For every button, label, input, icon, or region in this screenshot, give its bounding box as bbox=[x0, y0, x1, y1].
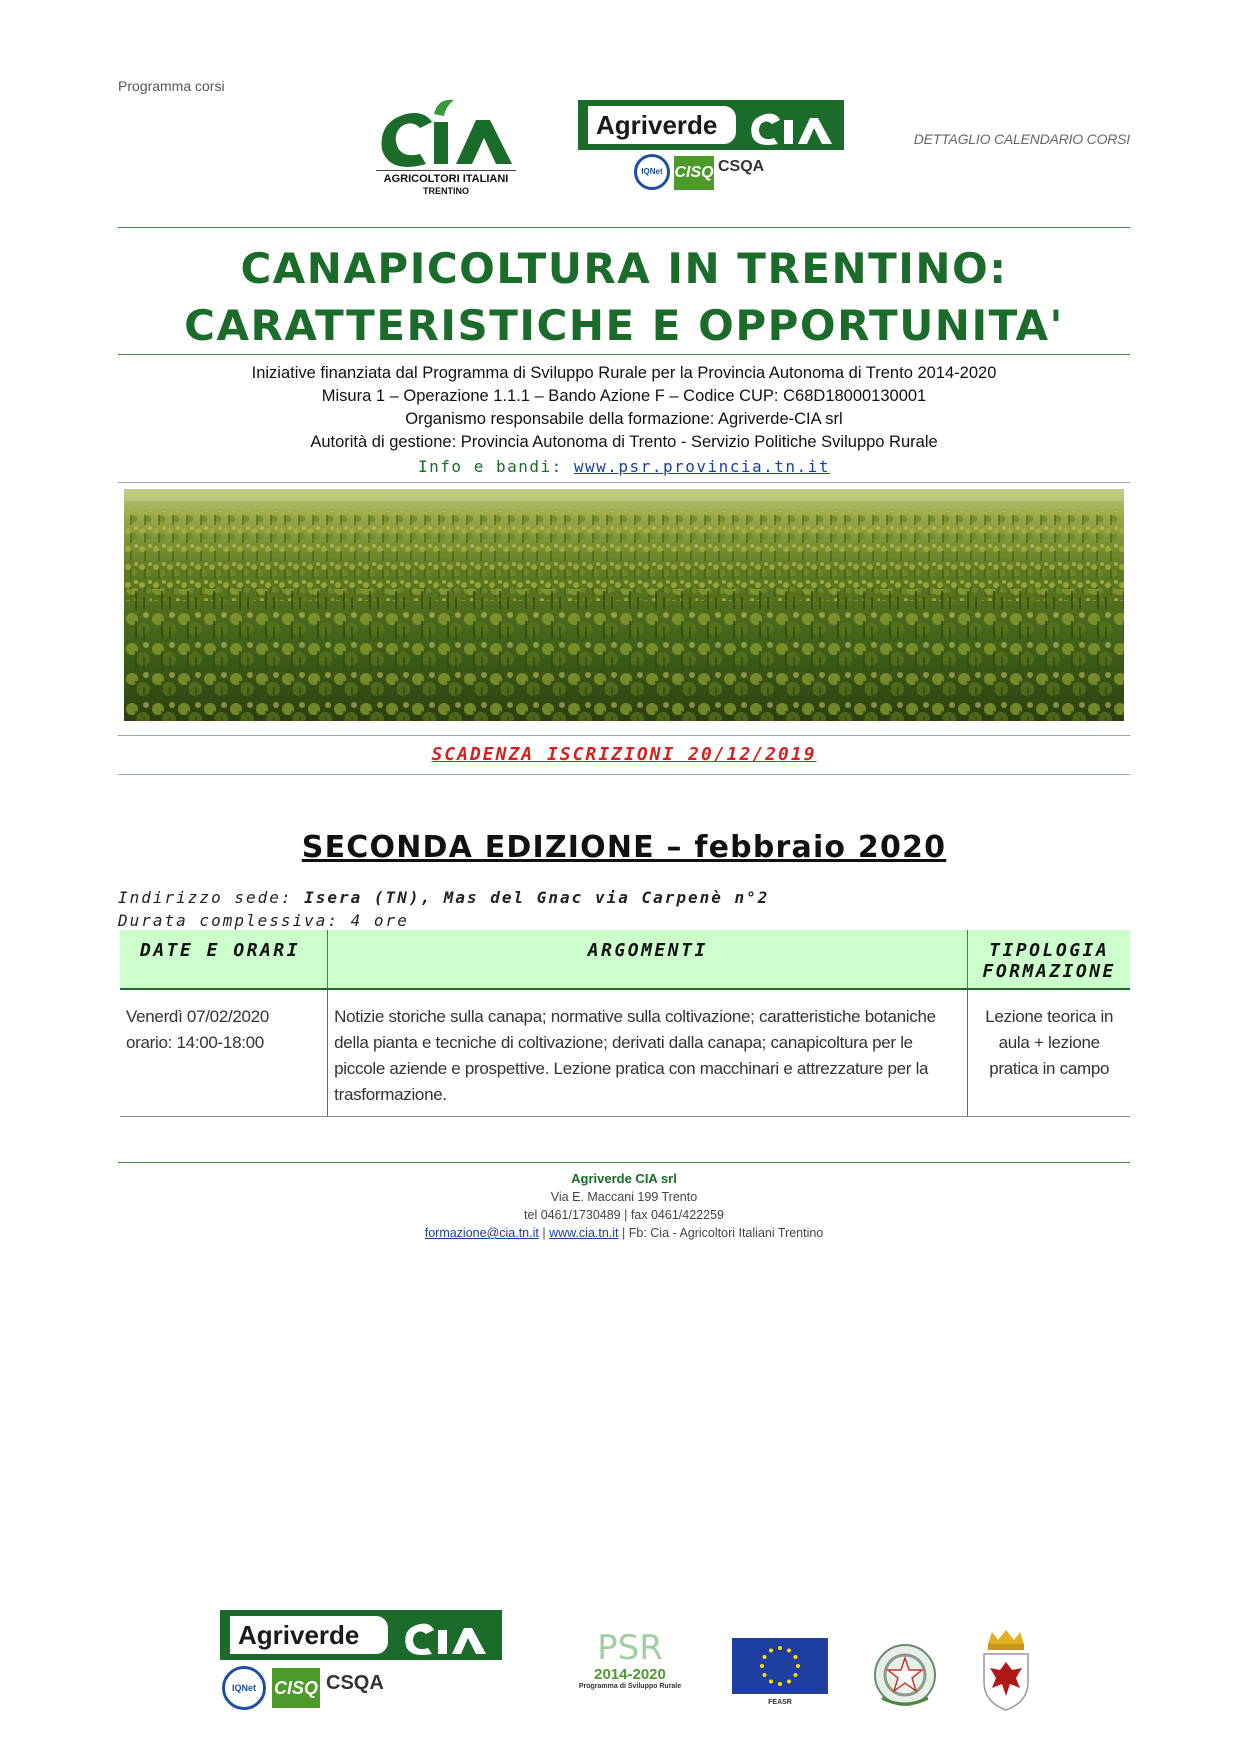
divider bbox=[118, 735, 1130, 736]
footer-website-link[interactable]: www.cia.tn.it bbox=[549, 1226, 619, 1240]
footer-separator: | bbox=[538, 1226, 550, 1240]
trento-eagle-shield-icon bbox=[978, 1626, 1034, 1712]
edition-heading bbox=[118, 830, 1130, 865]
edition-heading-text: SECONDA EDIZIONE – febbraio 2020 bbox=[301, 830, 947, 865]
agriverde-logo bbox=[578, 100, 844, 196]
cia-leaf-icon bbox=[372, 92, 520, 172]
cia-mark-icon bbox=[400, 1616, 492, 1656]
divider bbox=[118, 1162, 1130, 1163]
cia-logo bbox=[372, 92, 520, 200]
agriverde-wordmark-bottom: Agriverde bbox=[230, 1616, 388, 1654]
session-topics: Notizie storiche sulla canapa; normative sulla coltivazione; caratteristiche botaniche della pianta e tecniche di coltivazione; derivati dalla canapa; canapicoltura per le piccole aziende e prospettive. Lezione pratica con macchinari e attrezzature per la trasformazione. bbox=[328, 989, 968, 1117]
measure-info: Misura 1 – Operazione 1.1.1 – Bando Azione F – Codice CUP: C68D18000130001 bbox=[321, 387, 927, 405]
duration-label: Durata complessiva: bbox=[118, 911, 351, 930]
venue-value: Isera (TN), Mas del Gnac via Carpenè n°2 bbox=[304, 888, 770, 907]
header-page-label: DETTAGLIO CALENDARIO CORSI bbox=[913, 131, 1130, 147]
organization-info: Organismo responsabile della formazione: Agriverde-CIA srl bbox=[405, 410, 843, 428]
cia-logo-region: TRENTINO bbox=[423, 186, 469, 196]
cia-logo-subtitle: AGRICOLTORI ITALIANI bbox=[376, 170, 516, 185]
psr-mark: PSR bbox=[597, 1628, 663, 1668]
hemp-field-photo bbox=[124, 489, 1124, 721]
registration-deadline: SCADENZA ISCRIZIONI 20/12/2019 bbox=[431, 744, 817, 765]
divider bbox=[118, 774, 1130, 775]
italian-republic-emblem bbox=[870, 1640, 940, 1710]
cisq-badge: CISQ bbox=[674, 156, 714, 190]
course-schedule-table bbox=[120, 930, 1130, 1117]
eu-flag-logo bbox=[732, 1638, 828, 1710]
psr-years: 2014-2020 bbox=[594, 1666, 666, 1683]
info-links-label: Info e bandi: bbox=[418, 457, 574, 476]
table-row bbox=[120, 989, 1130, 1117]
footer-company-name: Agriverde CIA srl bbox=[571, 1171, 677, 1186]
info-links bbox=[118, 457, 1130, 476]
agriverde-logo-bottom bbox=[220, 1610, 502, 1710]
divider bbox=[118, 482, 1130, 483]
footer-links bbox=[118, 1226, 1130, 1240]
authority-info: Autorità di gestione: Provincia Autonoma di Trento - Servizio Politiche Sviluppo Rurale bbox=[310, 433, 938, 451]
psr-caption: Programma di Sviluppo Rurale bbox=[578, 1683, 682, 1690]
title-line-1: CANAPICOLTURA IN TRENTINO: bbox=[240, 244, 1008, 293]
footer-phone: tel 0461/1730489 | fax 0461/422259 bbox=[524, 1208, 724, 1222]
funding-info: Iniziative finanziata dal Programma di Sviluppo Rurale per la Provincia Autonoma di Trento 2014-2020 bbox=[251, 364, 997, 382]
header-section-label: Programma corsi bbox=[118, 78, 225, 94]
venue-label: Indirizzo sede: bbox=[118, 888, 305, 907]
republic-emblem-icon bbox=[870, 1640, 940, 1710]
eu-caption: FEASR bbox=[768, 1699, 792, 1706]
duration-line bbox=[118, 911, 409, 930]
page-title bbox=[118, 240, 1130, 354]
session-time: orario: 14:00-18:00 bbox=[126, 1033, 264, 1052]
psr-website-link[interactable]: www.psr.provincia.tn.it bbox=[573, 457, 830, 476]
trento-province-emblem bbox=[978, 1626, 1034, 1712]
footer-address: Via E. Maccani 199 Trento bbox=[550, 1190, 698, 1204]
iqnet-badge: IQNet bbox=[222, 1666, 266, 1710]
venue-line bbox=[118, 888, 769, 907]
csqa-badge: CSQA bbox=[718, 158, 765, 175]
csqa-badge: CSQA bbox=[326, 1672, 384, 1694]
psr-logo bbox=[570, 1630, 690, 1710]
duration-value: 4 ore bbox=[350, 911, 409, 930]
divider bbox=[118, 354, 1130, 355]
column-header-topics: ARGOMENTI bbox=[328, 930, 968, 989]
divider bbox=[118, 227, 1130, 228]
iqnet-badge: IQNet bbox=[634, 154, 670, 190]
table-header-row bbox=[120, 930, 1130, 989]
session-type: Lezione teorica in aula + lezione pratica in campo bbox=[968, 989, 1130, 1117]
title-line-2: CARATTERISTICHE E OPPORTUNITA' bbox=[184, 301, 1064, 350]
session-date-cell bbox=[120, 989, 328, 1117]
cisq-badge: CISQ bbox=[272, 1668, 320, 1708]
column-header-type: TIPOLOGIA FORMAZIONE bbox=[968, 930, 1130, 989]
cia-mark-icon bbox=[746, 106, 838, 146]
footer-email-link[interactable]: formazione@cia.tn.it bbox=[424, 1226, 539, 1240]
column-header-dates: DATE E ORARI bbox=[120, 930, 328, 989]
footer-facebook: | Fb: Cia - Agricoltori Italiani Trentino bbox=[622, 1226, 824, 1240]
session-date: Venerdì 07/02/2020 bbox=[126, 1007, 270, 1026]
eu-flag-icon bbox=[732, 1638, 828, 1694]
agriverde-wordmark: Agriverde bbox=[588, 106, 736, 144]
